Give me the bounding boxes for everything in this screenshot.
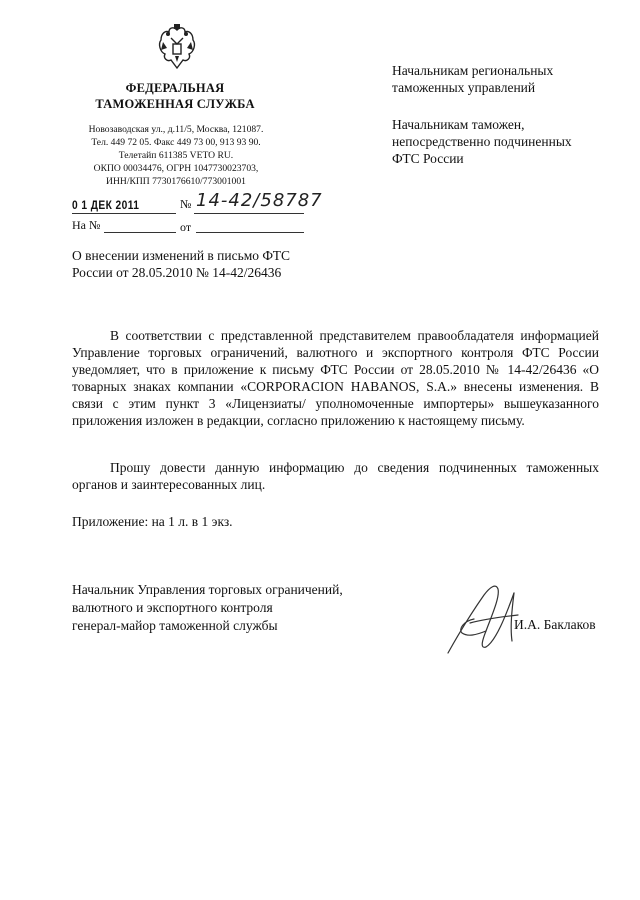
okpo-ogrn: ОКПО 00034476, ОГРН 1047730023703, (93, 163, 259, 174)
number-label: № (180, 197, 192, 211)
reference-date-label: от (180, 220, 192, 234)
organization-name (60, 80, 290, 112)
signatory-title-line1: Начальник Управления торговых ограничений, (72, 582, 343, 597)
addressee-customs (392, 116, 572, 167)
org-name-line1: ФЕДЕРАЛЬНАЯ (125, 81, 225, 95)
subject-line1: О внесении изменений в письмо ФТС (72, 248, 291, 263)
signatory-title-line2: валютного и экспортного контроля (72, 600, 273, 615)
addressee-regional-line1: Начальникам региональных (392, 63, 554, 78)
organization-contacts (60, 123, 292, 188)
address: Новозаводская ул., д.11/5, Москва, 121087. (88, 124, 264, 135)
letter-subject (72, 247, 290, 281)
date-underline (72, 213, 176, 214)
signatory-title (72, 581, 343, 635)
signatory-name: И.А. Баклаков (514, 617, 596, 632)
signatory-title-line3: генерал-майор таможенной службы (72, 618, 278, 633)
coat-of-arms-emblem (155, 22, 199, 72)
date-stamp: 0 1 ДЕК 2011 (72, 198, 140, 212)
reference-date-line (196, 232, 304, 233)
addressee-regional (392, 62, 553, 96)
number-underline (194, 213, 304, 214)
reference-number-line (104, 232, 176, 233)
org-name-line2: ТАМОЖЕННАЯ СЛУЖБА (95, 97, 255, 111)
inn-kpp: ИНН/КПП 7730176610/773001001 (106, 176, 246, 187)
addressee-customs-line2: непосредственно подчиненных (392, 134, 572, 149)
addressee-customs-line3: ФТС России (392, 151, 464, 166)
reference-number-label: На № (72, 218, 101, 232)
addressee-customs-line1: Начальникам таможен, (392, 117, 525, 132)
phone-fax: Тел. 449 72 05. Факс 449 73 00, 913 93 90. (91, 137, 261, 148)
addressee-regional-line2: таможенных управлений (392, 80, 536, 95)
teletype: Телетайп 611385 VETO RU. (118, 150, 234, 161)
body-paragraph-2: Прошу довести данную информацию до сведения подчиненных таможенных органов и заинтересованных лиц. (72, 460, 599, 492)
body-paragraph-1: В соответствии с представленной представителем правообладателя информацией Управление торговых ограничений, валютного и экспортного контроля ФТС России уведомляет, что в приложение к письму ФТС России от 28.05.2010 № 14-42/26436 «О товарных знаках компании «CORPORACION HABANOS, S.A.» внесены изменения. В связи с этим пункт 3 «Лицензиаты/ уполномоченные импортеры» вышеуказанного приложения изложен в редакции, согласно приложению к настоящему письму. (72, 328, 599, 428)
subject-line2: России от 28.05.2010 № 14-42/26436 (72, 265, 282, 280)
registration-number: 14-42/58787 (196, 190, 323, 211)
attachment-note: Приложение: на 1 л. в 1 экз. (72, 514, 233, 529)
